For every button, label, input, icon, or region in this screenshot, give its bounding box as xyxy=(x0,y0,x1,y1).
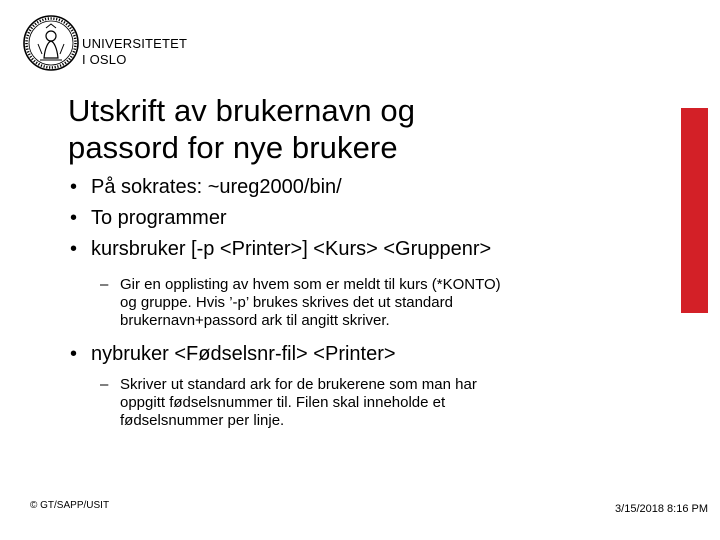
slide-title xyxy=(68,92,415,166)
bullet-marker: • xyxy=(70,343,78,365)
bullet-marker: • xyxy=(70,176,78,198)
university-name-line-2: I OSLO xyxy=(82,52,127,67)
sub-bullet-line: og gruppe. Hvis ’-p’ brukes skrives det ut standard xyxy=(120,294,453,311)
sub-bullet-line: fødselsnummer per linje. xyxy=(120,412,285,429)
bullet-text: nybruker <Fødselsnr-fil> <Printer> xyxy=(91,343,396,365)
sub-bullet-line: oppgitt fødselsnummer til. Filen skal inneholde et xyxy=(120,394,446,411)
university-name-line-1: UNIVERSITETET xyxy=(82,36,188,51)
sub-bullet-line: Skriver ut standard ark for de brukerene som man har xyxy=(120,376,477,393)
bullet-text: kursbruker [-p <Printer>] <Kurs> <Gruppenr> xyxy=(91,238,492,260)
slide-title-line-1: Utskrift av brukernavn og xyxy=(68,93,416,128)
bullet-text: På sokrates: ~ureg2000/bin/ xyxy=(91,176,342,198)
bullet-text: To programmer xyxy=(91,207,227,229)
footer-date: 3/15/2018 8:16 PM xyxy=(615,503,708,515)
university-name xyxy=(82,36,187,68)
sub-bullet-marker: – xyxy=(100,276,109,293)
sub-bullet-text xyxy=(120,276,501,330)
bullet-marker: • xyxy=(70,238,78,260)
sub-bullet-text xyxy=(120,376,477,430)
sub-bullet-line: Gir en opplisting av hvem som er meldt til kurs (*KONTO) xyxy=(120,276,501,293)
slide-title-line-2: passord for nye brukere xyxy=(68,130,398,165)
footer-copyright: © GT/SAPP/USIT xyxy=(30,500,110,511)
university-seal-logo xyxy=(22,14,80,72)
sub-bullet-line: brukernavn+passord ark til angitt skriver. xyxy=(120,312,390,329)
sub-bullet-marker: – xyxy=(100,376,109,393)
bullet-marker: • xyxy=(70,207,78,229)
accent-bar xyxy=(681,108,708,313)
